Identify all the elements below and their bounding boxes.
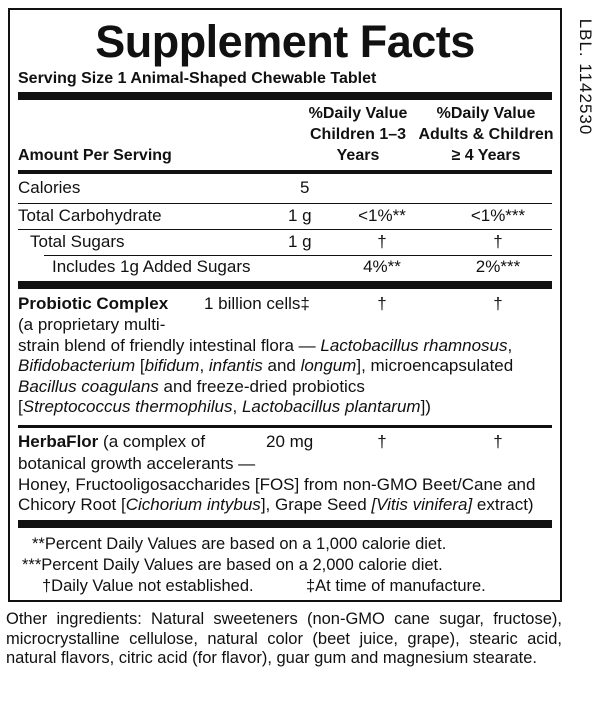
herbaflor-dv-children: † [377,432,387,451]
probiotic-amount: 1 billion cells‡ [204,294,310,313]
divider-row-indented [44,255,552,256]
label-code: LBL. 1142530 [576,18,595,136]
row-label-total-sugars: Total Sugars [30,232,125,251]
herbaflor-description: botanical growth accelerants — Honey, Fructooligosaccharides [FOS] from non-GMO Beet/Cane and Chicory Root [Cichorium intybus], Grape Seed [Vitis vinifera] extract) [18,454,536,514]
row-dv-children-added-sugars: 4%** [363,257,401,276]
supplement-facts-panel [8,8,562,602]
row-label-total-carbohydrate: Total Carbohydrate [18,206,162,225]
row-dv-adults-added-sugars: 2%*** [475,257,521,276]
row-dv-children-total-sugars: † [377,232,387,251]
herbaflor-dv-adults: † [493,432,503,451]
row-amount-total-carbohydrate: 1 g [288,206,312,225]
header-dv-children: %Daily Value Children 1–3 Years [308,105,408,164]
footnote-dv-not-established: †Daily Value not established. [42,577,254,595]
herbaflor-amount: 20 mg [266,432,314,451]
herbaflor-name: HerbaFlor [18,432,99,451]
divider-header [18,170,552,174]
divider-medium [18,425,552,428]
divider-thick-top [18,92,552,100]
other-ingredients: Other ingredients: Natural sweeteners (non-GMO cane sugar, fructose), microcrystalline cellulose, natural color (beet juice, grape), stearic acid, natural flavors, citric acid (for flavor), guar gum and magnesium stearate. [6,610,562,667]
footnote-time-of-manufacture: ‡At time of manufacture. [306,577,486,595]
panel-title: Supplement Facts [95,16,475,67]
row-label-calories: Calories [18,178,81,197]
herbaflor-lead: HerbaFlor (a complex of [18,432,206,451]
divider-thick-bottom [18,520,552,528]
divider-thick-mid [18,281,552,289]
serving-size: Serving Size 1 Animal-Shaped Chewable Tablet [18,70,377,87]
divider-row [18,203,552,204]
header-dv-adults: %Daily Value Adults & Children ≥ 4 Years [418,105,554,164]
divider-row [18,229,552,230]
row-dv-adults-total-sugars: † [493,232,503,251]
probiotic-description: (a proprietary multi- strain blend of friendly intestinal flora — Lactobacillus rhamnosus, Bifidobacterium [bifidum, infantis and longum], microencapsulated Bacillus coagulans and freeze-dried probiotics [Streptococcus thermophilus, Lactobacillus plantarum]) [18,315,514,416]
header-amount-per-serving: Amount Per Serving [18,147,172,164]
probiotic-dv-adults: † [493,294,503,313]
footnote-1000-calorie: **Percent Daily Values are based on a 1,000 calorie diet. [32,535,447,553]
row-amount-total-sugars: 1 g [288,232,312,251]
probiotic-dv-children: † [377,294,387,313]
row-label-added-sugars: Includes 1g Added Sugars [52,257,251,276]
row-amount-calories: 5 [300,178,310,197]
row-dv-children-total-carbohydrate: <1%** [358,206,406,225]
row-dv-adults-total-carbohydrate: <1%*** [470,206,526,225]
footnote-2000-calorie: ***Percent Daily Values are based on a 2,000 calorie diet. [22,556,443,574]
probiotic-name: Probiotic Complex [18,294,169,313]
